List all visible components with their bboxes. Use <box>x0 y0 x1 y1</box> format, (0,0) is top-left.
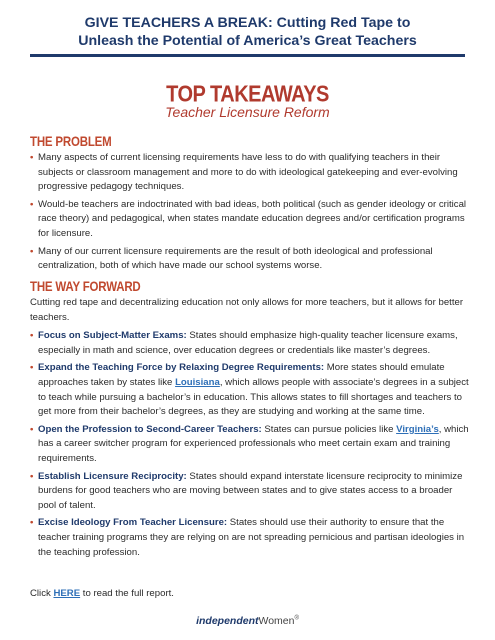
bullet-icon: • <box>30 330 34 342</box>
closing-line <box>30 587 469 602</box>
forward-item <box>30 361 469 419</box>
problem-section <box>30 151 469 277</box>
forward-item-text-cont: , which has a career switcher program for experienced professionals who meet certain exam and training requirements. <box>38 423 469 464</box>
bullet-icon: • <box>30 470 34 482</box>
logo-part-1: independent <box>196 615 259 627</box>
problem-item <box>30 151 469 195</box>
virginia-link[interactable]: Virginia’s <box>396 423 439 435</box>
closing-text: Click <box>30 588 54 599</box>
header-divider <box>30 54 465 57</box>
forward-item-text: More states should emulate approaches taken by states like <box>38 362 445 388</box>
forward-item-text-cont: , which allows people with associate’s degrees in a subject to teach while pursuing a bachelor’s in education. This allows states to fill shortages and teachers to get more from their bachelor’s degrees, as they are studying and working at the same time. <box>38 376 469 418</box>
forward-item-title: Excise Ideology From Teacher Licensure: <box>38 517 228 529</box>
header-line-1 <box>28 14 467 32</box>
forward-item <box>30 329 469 358</box>
way-forward-list <box>30 329 469 560</box>
forward-item-title: Open the Profession to Second-Career Teachers: <box>38 423 262 435</box>
closing-text-end: to read the full report. <box>80 588 174 599</box>
problem-text: Many of our current licensure requirements are the result of both ideological and professional centralization, both of which have made our school systems worse. <box>38 245 433 272</box>
bullet-icon: • <box>30 362 34 374</box>
header-title-rest: Cutting Red Tape to <box>272 15 411 31</box>
louisiana-link[interactable]: Louisiana <box>175 376 220 388</box>
forward-item <box>30 470 469 514</box>
problem-text: Many aspects of current licensing requirements have less to do with qualifying teachers in their subjects or classroom management and more to do with ideological gatekeeping and ever-evolving progressive pedagogy techniques. <box>38 152 458 193</box>
problem-list <box>30 151 469 274</box>
header-title-bold: GIVE TEACHERS A BREAK: <box>84 15 273 31</box>
problem-item <box>30 198 469 242</box>
way-forward-heading: THE WAY FORWARD <box>30 280 141 295</box>
problem-text: Would-be teachers are indoctrinated with bad ideas, both political (such as gender ideology or critical race theory) and pedagogical, when states mandate education degrees and/or certification programs for licensure. <box>38 198 467 239</box>
bullet-icon: • <box>30 517 34 529</box>
bullet-icon: • <box>30 423 34 435</box>
document-header <box>28 14 467 50</box>
forward-item-text: States should use their authority to ensure that the teacher training programs they are relying on are not spreading pernicious and partisan ideologies in the teaching profession. <box>38 517 465 558</box>
forward-item-text: States can pursue policies like <box>261 423 397 435</box>
independent-women-logo <box>0 615 495 627</box>
forward-item <box>30 516 469 560</box>
bullet-icon: • <box>30 152 34 163</box>
bullet-icon: • <box>30 198 34 210</box>
way-forward-intro: Cutting red tape and decentralizing education not only allows for more teachers, but it allows for better teachers. <box>30 297 464 323</box>
registered-mark-icon: ® <box>294 615 299 622</box>
top-takeaways-subtitle: Teacher Licensure Reform <box>165 104 330 120</box>
header-line-2: Unleash the Potential of America’s Great Teachers <box>78 33 417 49</box>
forward-item-title: Establish Licensure Reciprocity: <box>38 470 187 482</box>
forward-item-title: Focus on Subject-Matter Exams: <box>38 330 187 342</box>
problem-item <box>30 245 469 274</box>
top-takeaways-title: TOP TAKEAWAYS <box>166 82 329 108</box>
full-report-link[interactable]: HERE <box>53 588 81 599</box>
forward-item-text: States should expand interstate licensure reciprocity to minimize burdens for good teachers who are moving between states and to give states access to a broader pool of talent. <box>38 470 463 511</box>
problem-heading: THE PROBLEM <box>30 135 112 150</box>
forward-item-title: Expand the Teaching Force by Relaxing Degree Requirements: <box>38 362 325 374</box>
forward-item-text: States should emphasize high-quality teacher licensure exams, especially in math and science, over education degrees or credentials like master’s degrees. <box>38 330 458 356</box>
way-forward-section <box>30 296 469 563</box>
logo-part-2: Women <box>258 615 295 627</box>
bullet-icon: • <box>30 245 34 257</box>
forward-item <box>30 423 469 467</box>
